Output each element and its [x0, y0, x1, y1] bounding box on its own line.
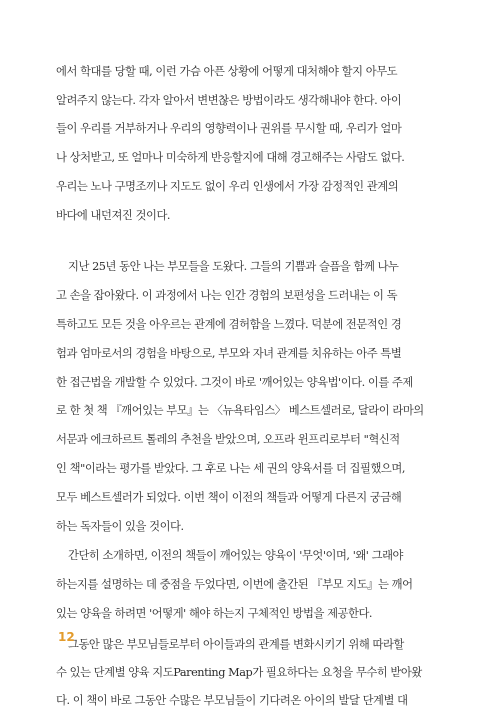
- body-text-line: 험과 엄마로서의 경험을 바탕으로, 부모와 자녀 관계를 치유하는 아주 특별: [56, 347, 402, 360]
- body-text-line: 모두 베스트셀러가 되었다. 이번 책이 이전의 책들과 어떻게 다른지 궁금해: [56, 491, 402, 504]
- body-text-line: 간단히 소개하면, 이전의 책들이 깨어있는 양육이 '무엇'이며, '왜' 그래야: [68, 549, 403, 562]
- body-text-line: 로 한 첫 책 『깨어있는 부모』는 〈뉴욕타임스〉 베스트셀러로, 달라이 라마의: [56, 404, 424, 417]
- body-text-line: 고 손을 잡아왔다. 이 과정에서 나는 인간 경험의 보편성을 드러내는 이 독: [56, 289, 398, 302]
- body-text-line: 수 있는 단계별 양육 지도Parenting Map가 필요하다는 요청을 무수히 받아왔: [56, 666, 422, 679]
- page-number: 12: [58, 630, 75, 644]
- body-text-line: 에서 학대를 당할 때, 이런 가슴 아픈 상황에 어떻게 대처해야 할지 아무도: [56, 65, 398, 78]
- body-text-line: 알려주지 않는다. 각자 알아서 변변찮은 방법이라도 생각해내야 한다. 아이: [56, 94, 402, 107]
- body-text-line: 하는 독자들이 있을 것이다.: [56, 520, 184, 533]
- body-text-line: 있는 양육을 하려면 '어떻게' 해야 하는지 구체적인 방법을 제공한다.: [56, 607, 373, 620]
- body-text-line: 한 접근법을 개발할 수 있었다. 그것이 바로 '깨어있는 양육법'이다. 이를 주제: [56, 376, 413, 389]
- body-text-line: 우리는 노나 구명조끼나 지도도 없이 우리 인생에서 가장 감정적인 관계의: [56, 180, 399, 193]
- body-text-line: 나 상처받고, 또 얼마나 미숙하게 반응할지에 대해 경고해주는 사람도 없다.: [56, 151, 405, 164]
- body-text-line: 바다에 내던져진 것이다.: [56, 209, 171, 222]
- body-text-line: 들이 우리를 거부하거나 우리의 영향력이나 권위를 무시할 때, 우리가 얼마: [56, 122, 402, 135]
- body-text-line: 하는지를 설명하는 데 중점을 두었다면, 이번에 출간된 『부모 지도』는 깨어: [56, 578, 413, 591]
- body-text-line: 서문과 에크하르트 톨레의 추천을 받았으며, 오프라 윈프리로부터 "혁신적: [56, 433, 400, 446]
- body-text-line: 지난 25년 동안 나는 부모들을 도왔다. 그들의 기쁨과 슬픔을 함께 나누: [68, 260, 399, 273]
- body-text-line: 다. 이 책이 바로 그동안 수많은 부모님들이 기다려온 아이의 발달 단계별 대: [56, 694, 408, 707]
- body-text-line: 특하고도 모든 것을 아우르는 관계에 겸허함을 느꼈다. 덕분에 전문적인 경: [56, 318, 402, 331]
- body-text-line: 인 책"이라는 평가를 받았다. 그 후로 나는 세 권의 양육서를 더 집필했으며,: [56, 462, 406, 475]
- body-text-line: 그동안 많은 부모님들로부터 아이들과의 관계를 변화시키기 위해 따라할: [68, 638, 404, 651]
